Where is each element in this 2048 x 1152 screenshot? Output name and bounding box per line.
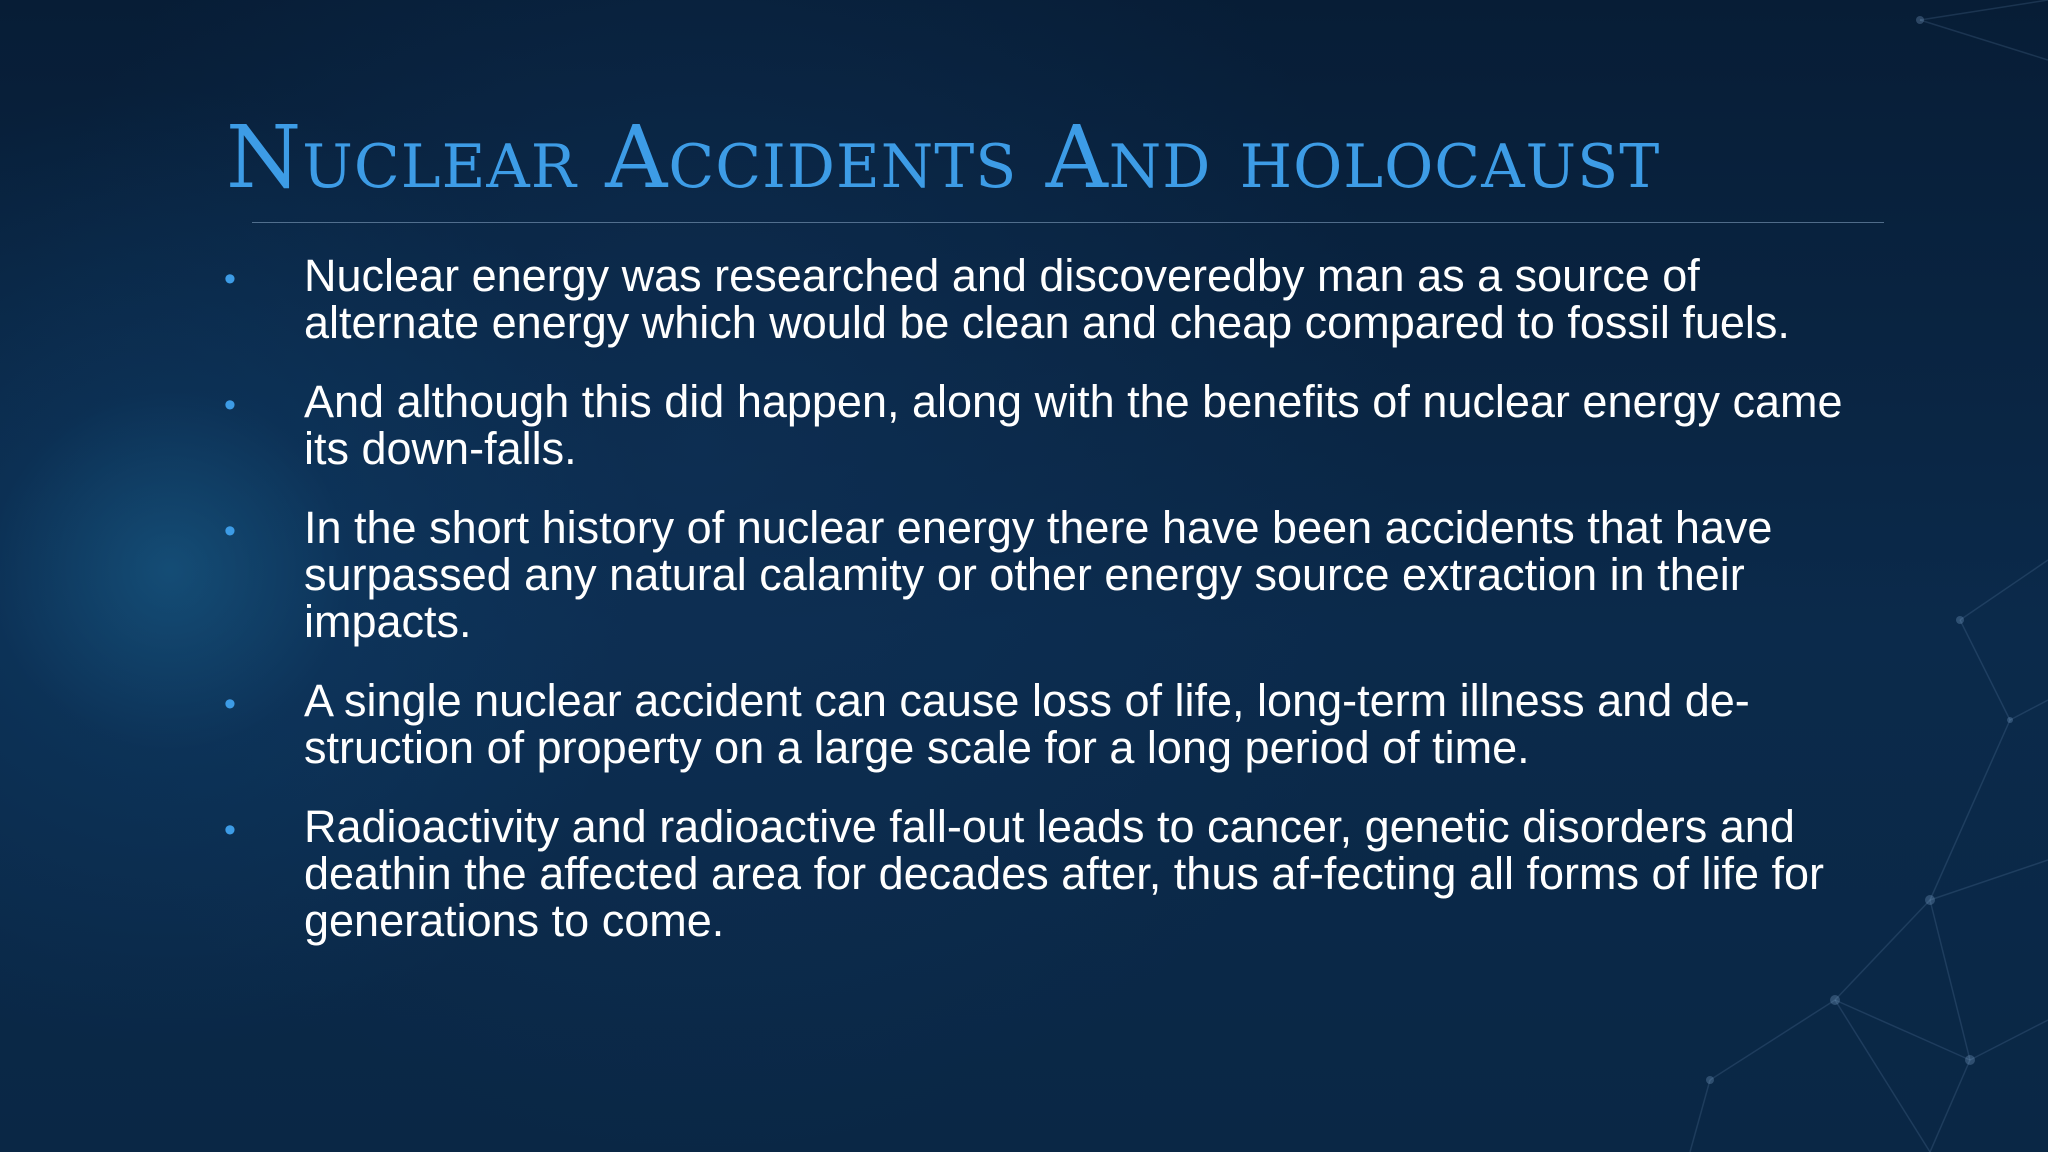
bullet-item bbox=[224, 252, 1844, 346]
bullet-text: Radioactivity and radioactive fall-out leads to cancer, genetic disorders and deathin the affected area for decades after, thus af-fecting all forms of life for generations to come. bbox=[304, 801, 1825, 946]
bullet-text: Nuclear energy was researched and discoveredby man as a source of alternate energy which would be clean and cheap compared to fossil fuels. bbox=[304, 250, 1790, 348]
bullet-list bbox=[224, 252, 1844, 976]
bullet-marker: • bbox=[224, 811, 236, 849]
bullet-text: A single nuclear accident can cause loss of life, long-term illness and de-struction of property on a large scale for a long period of time. bbox=[304, 675, 1750, 773]
bullet-marker: • bbox=[224, 512, 236, 550]
bullet-marker: • bbox=[224, 386, 236, 424]
bullet-marker: • bbox=[224, 260, 236, 298]
bullet-text: And although this did happen, along with the benefits of nuclear energy came its down-falls. bbox=[304, 376, 1843, 474]
slide-title: Nuclear Accidents And holocaust bbox=[226, 108, 1661, 208]
bullet-text: In the short history of nuclear energy there have been accidents that have surpassed any natural calamity or other energy source extraction in their impacts. bbox=[304, 502, 1773, 647]
bullet-item bbox=[224, 378, 1844, 472]
bullet-item bbox=[224, 803, 1844, 944]
bullet-marker: • bbox=[224, 685, 236, 723]
title-divider bbox=[252, 222, 1884, 223]
bullet-item bbox=[224, 677, 1844, 771]
bullet-item bbox=[224, 504, 1844, 645]
